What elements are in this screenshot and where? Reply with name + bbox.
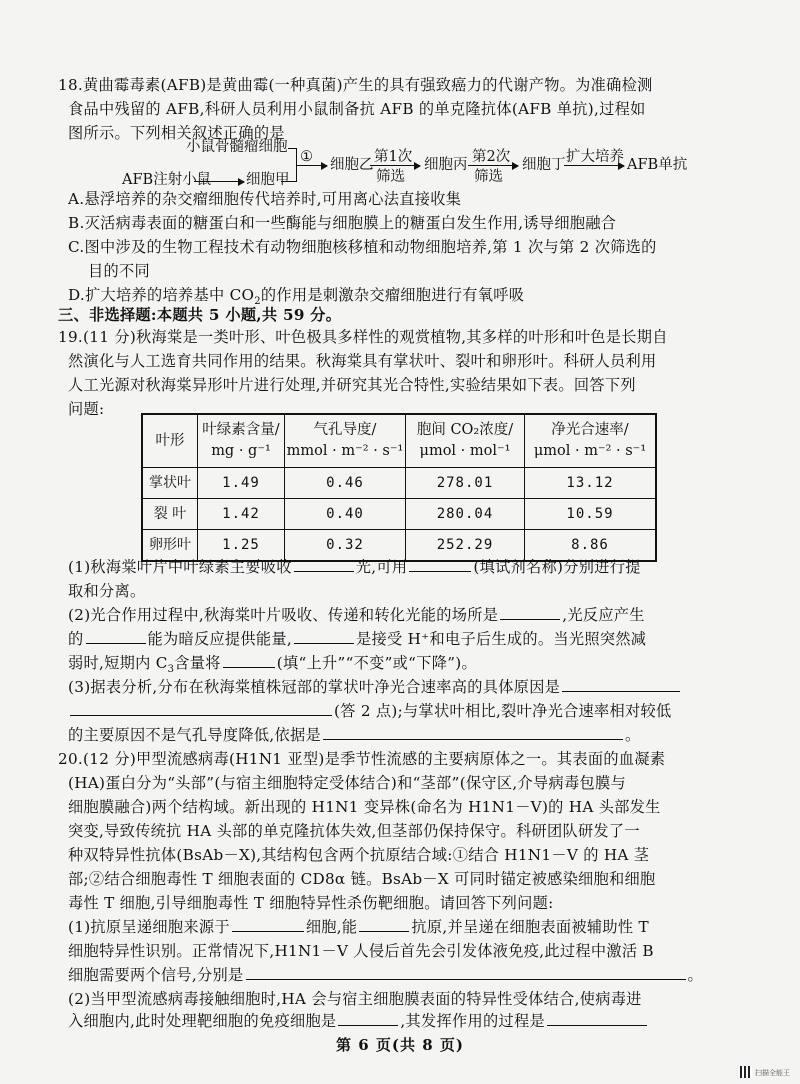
q20-part1-line2: 细胞特异性识别。正常情况下,H1N1－V 人侵后首先会引发体液免疫,此过程中激活 B [68,942,654,960]
q19-part2-line1: (2)光合作用过程中,秋海棠叶片吸收、传递和转化光能的场所是 ,光反应产生 [68,606,645,624]
q18-option-a: A.悬浮培养的杂交瘤细胞传代培养时,可用离心法直接收集 [68,190,462,208]
header-chlorophyll: 叶绿素含量/ mg · g⁻¹ [198,414,285,468]
diagram-screen2-top: 第2次 [472,149,511,165]
q19-part1-line2: 取和分离。 [68,582,146,600]
diagram-bracket-top [288,148,296,149]
diagram-arrow-mouse [194,181,244,182]
q20-stem-line5: 种双特异性抗体(BsAb－X),其结构包含两个抗原结合域:①结合 H1N1－V 的 HA 茎 [68,846,650,864]
diagram-screen1-bottom: 筛选 [376,169,405,185]
page-footer: 第 6 页(共 8 页) [336,1036,464,1054]
q20-stem-line1: 20.(12 分)甲型流感病毒(H1N1 亚型)是季节性流感的主要病原体之一。其表面的血凝素 [58,750,666,768]
table-row [142,499,656,530]
q20-part2-line2: 入细胞内,此时处理靶细胞的免疫细胞是 ,其发挥作用的过程是 [68,1010,649,1032]
diagram-expand-culture: 扩大培养 [566,149,624,165]
diagram-arrow-fusion [297,165,327,166]
diagram-arrow-screen1 [370,165,420,166]
q18-stem-line2: 食品中残留的 AFB,科研人员利用小鼠制备抗 AFB 的单克隆抗体(AFB 单抗),过程如 [68,100,646,118]
table-cell: 掌状叶 [142,468,198,499]
table-cell: 裂 叶 [142,499,198,530]
q20-part2-line1: (2)当甲型流感病毒接触细胞时,HA 会与宿主细胞膜表面的特异性受体结合,使病毒进 [68,990,642,1008]
diagram-step-1: ① [300,149,313,165]
q20-part1-line3: 细胞需要两个信号,分别是 。 [68,966,703,984]
diagram-arrow-screen2 [468,165,518,166]
table-cell: 1.49 [198,468,285,499]
table-header-row [142,414,656,468]
table-cell: 0.32 [285,530,406,562]
diagram-cell-d: 细胞丁 [522,157,566,173]
table-cell: 13.12 [525,468,657,499]
q19-part2-line2: 的 能为暗反应提供能量, 是接受 H⁺和电子后生成的。当光照突然减 [68,630,647,648]
q20-part1-line1: (1)抗原呈递细胞来源于 细胞,能 抗原,并呈递在细胞表面被辅助性 T [68,918,649,936]
table-cell: 8.86 [525,530,657,562]
q19-part2-line3: 弱时,短期内 $C_3$含量将 (填“上升”“不变”或“下降”)。 [68,654,477,676]
diagram-arrow-expand [564,165,624,166]
table-row [142,468,656,499]
diagram-bracket-bottom [281,181,296,182]
q19-stem-line4: 问题: [68,400,105,418]
diagram-cell-a: 细胞甲 [246,172,290,188]
header-leaf-shape: 叶形 [142,414,198,468]
q19-stem-line2: 然演化与人工选育共同作用的结果。秋海棠具有掌状叶、裂叶和卵形叶。科研人员利用 [68,352,657,370]
diagram-screen2-bottom: 筛选 [474,169,503,185]
table-cell: 10.59 [525,499,657,530]
q18-stem-line3: 图所示。下列相关叙述正确的是 [68,124,285,142]
table-cell: 卵形叶 [142,530,198,562]
q19-part3-line3: 的主要原因不是气孔导度降低,依据是 。 [68,726,641,744]
q18-option-d: D.扩大培养的培养基中 $CO_2$的作用是刺激杂交瘤细胞进行有氧呼吸 [68,286,525,308]
q19-data-table [141,413,657,562]
table-cell: 0.46 [285,468,406,499]
diagram-cell-c: 细胞丙 [424,157,468,173]
q20-stem-line4: 突变,导致传统抗 HA 头部的单克隆抗体失效,但茎部仍保持保守。科研团队研发了一 [68,822,640,840]
q20-stem-line2: (HA)蛋白分为“头部”(与宿主细胞特定受体结合)和“茎部”(保守区,介导病毒包膜与 [68,774,626,792]
scanner-watermark: 扫描全能王 [755,1069,790,1077]
scanner-logo-icon [740,1066,752,1078]
q19-part3-line2: (答 2 点);与掌状叶相比,裂叶净光合速率相对较低 [68,700,671,722]
section-heading: 三、非选择题:本题共 5 小题,共 59 分。 [58,306,342,324]
q18-option-b: B.灭活病毒表面的糖蛋白和一些酶能与细胞膜上的糖蛋白发生作用,诱导细胞融合 [68,214,617,232]
table-cell: 1.25 [198,530,285,562]
header-stomatal-conductance: 气孔导度/ mmol · m⁻² · s⁻¹ [285,414,406,468]
table-cell: 252.29 [406,530,525,562]
q19-part3-line1: (3)据表分析,分布在秋海棠植株冠部的掌状叶净光合速率高的具体原因是 [68,676,682,698]
q20-stem-line3: 细胞膜融合)两个结构域。新出现的 H1N1 变异株(命名为 H1N1－V)的 HA 头部发生 [68,798,661,816]
header-net-photosynthesis: 净光合速率/ μmol · m⁻² · s⁻¹ [525,414,657,468]
table-cell: 0.40 [285,499,406,530]
diagram-screen1-top: 第1次 [374,149,413,165]
q18-stem-line1: 18.黄曲霉毒素(AFB)是黄曲霉(一种真菌)产生的具有强致癌力的代谢产物。为准确检测 [58,76,653,94]
header-intercellular-co2: 胞间 CO₂浓度/ μmol · mol⁻¹ [406,414,525,468]
q18-option-c-line1: C.图中涉及的生物工程技术有动物细胞核移植和动物细胞培养,第 1 次与第 2 次筛选的 [68,238,657,256]
q19-stem-line3: 人工光源对秋海棠异形叶片进行处理,并研究其光合特性,实验结果如下表。回答下列 [68,376,636,394]
q20-stem-line7: 毒性 T 细胞,引导细胞毒性 T 细胞特异性杀伤靶细胞。请回答下列问题: [68,894,554,912]
table-cell: 1.42 [198,499,285,530]
diagram-cell-b: 细胞乙 [330,157,374,173]
q18-option-c-line2: 目的不同 [88,262,150,280]
q19-stem-line1: 19.(11 分)秋海棠是一类叶形、叶色极具多样性的观赏植物,其多样的叶形和叶色是长期自 [58,328,668,346]
diagram-afb-mouse: AFB注射小鼠 [122,172,212,188]
table-cell: 280.04 [406,499,525,530]
q19-part1-line1: (1)秋海棠叶片中叶绿素主要吸收 光,可用 (填试剂名称)分别进行提 [68,558,641,576]
diagram-afb-antibody: AFB单抗 [627,157,688,173]
q20-stem-line6: 部;②结合细胞毒性 T 细胞表面的 CD8α 链。BsAb－X 可同时锚定被感染细胞和细胞 [68,870,656,888]
table-cell: 278.01 [406,468,525,499]
diagram-myeloma-cell: 小鼠骨髓瘤细胞 [186,139,288,155]
